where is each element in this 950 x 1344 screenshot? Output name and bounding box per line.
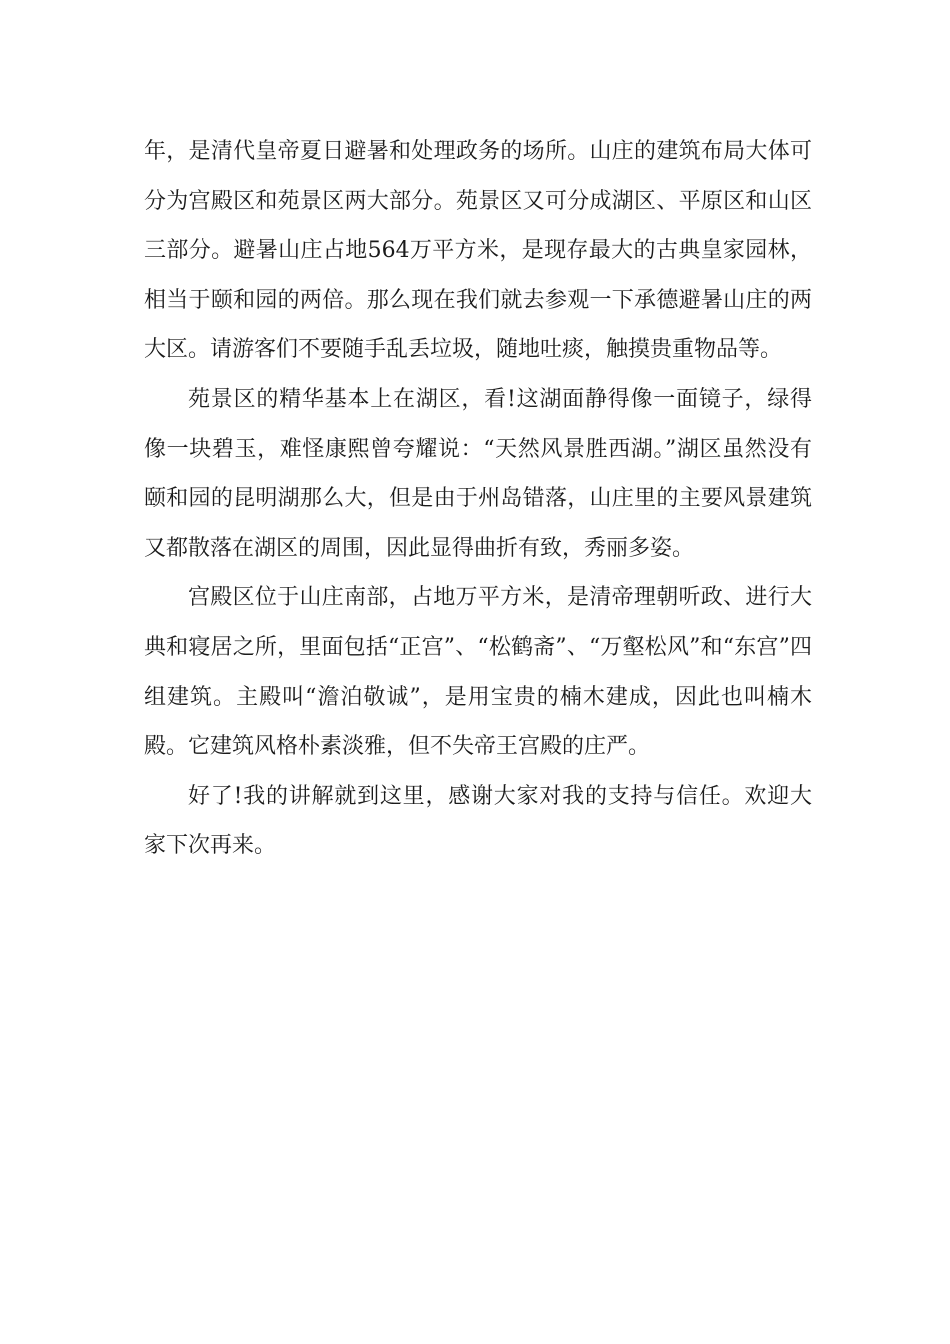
paragraph-lake-area: 苑景区的精华基本上在湖区，看!这湖面静得像一面镜子，绿得像一块碧玉，难怪康熙曾夸耀说：“天然风景胜西湖。”湖区虽然没有颐和园的昆明湖那么大，但是由于州岛错落，山庄里的主要风景建筑又都散落在湖区的周围，因此显得曲折有致，秀丽多姿。 bbox=[144, 386, 812, 561]
paragraph-intro-continued: 年，是清代皇帝夏日避暑和处理政务的场所。山庄的建筑布局大体可分为宫殿区和苑景区两大部分。苑景区又可分成湖区、平原区和山区三部分。避暑山庄占地564万平方米，是现存最大的古典皇家园林，相当于颐和园的两倍。那么现在我们就去参观一下承德避暑山庄的两大区。请游客们不要随手乱丢垃圾，随地吐痰，触摸贵重物品等。 bbox=[144, 139, 812, 363]
paragraph-palace-area: 宫殿区位于山庄南部，占地万平方米，是清帝理朝听政、进行大典和寝居之所，里面包括“正宫”、“松鹤斋”、“万壑松风”和“东宫”四组建筑。主殿叫“澹泊敬诚”，是用宝贵的楠木建成，因此也叫楠木殿。它建筑风格朴素淡雅，但不失帝王宫殿的庄严。 bbox=[144, 585, 812, 760]
paragraph-closing: 好了!我的讲解就到这里，感谢大家对我的支持与信任。欢迎大家下次再来。 bbox=[144, 783, 812, 859]
document-body bbox=[144, 127, 812, 871]
